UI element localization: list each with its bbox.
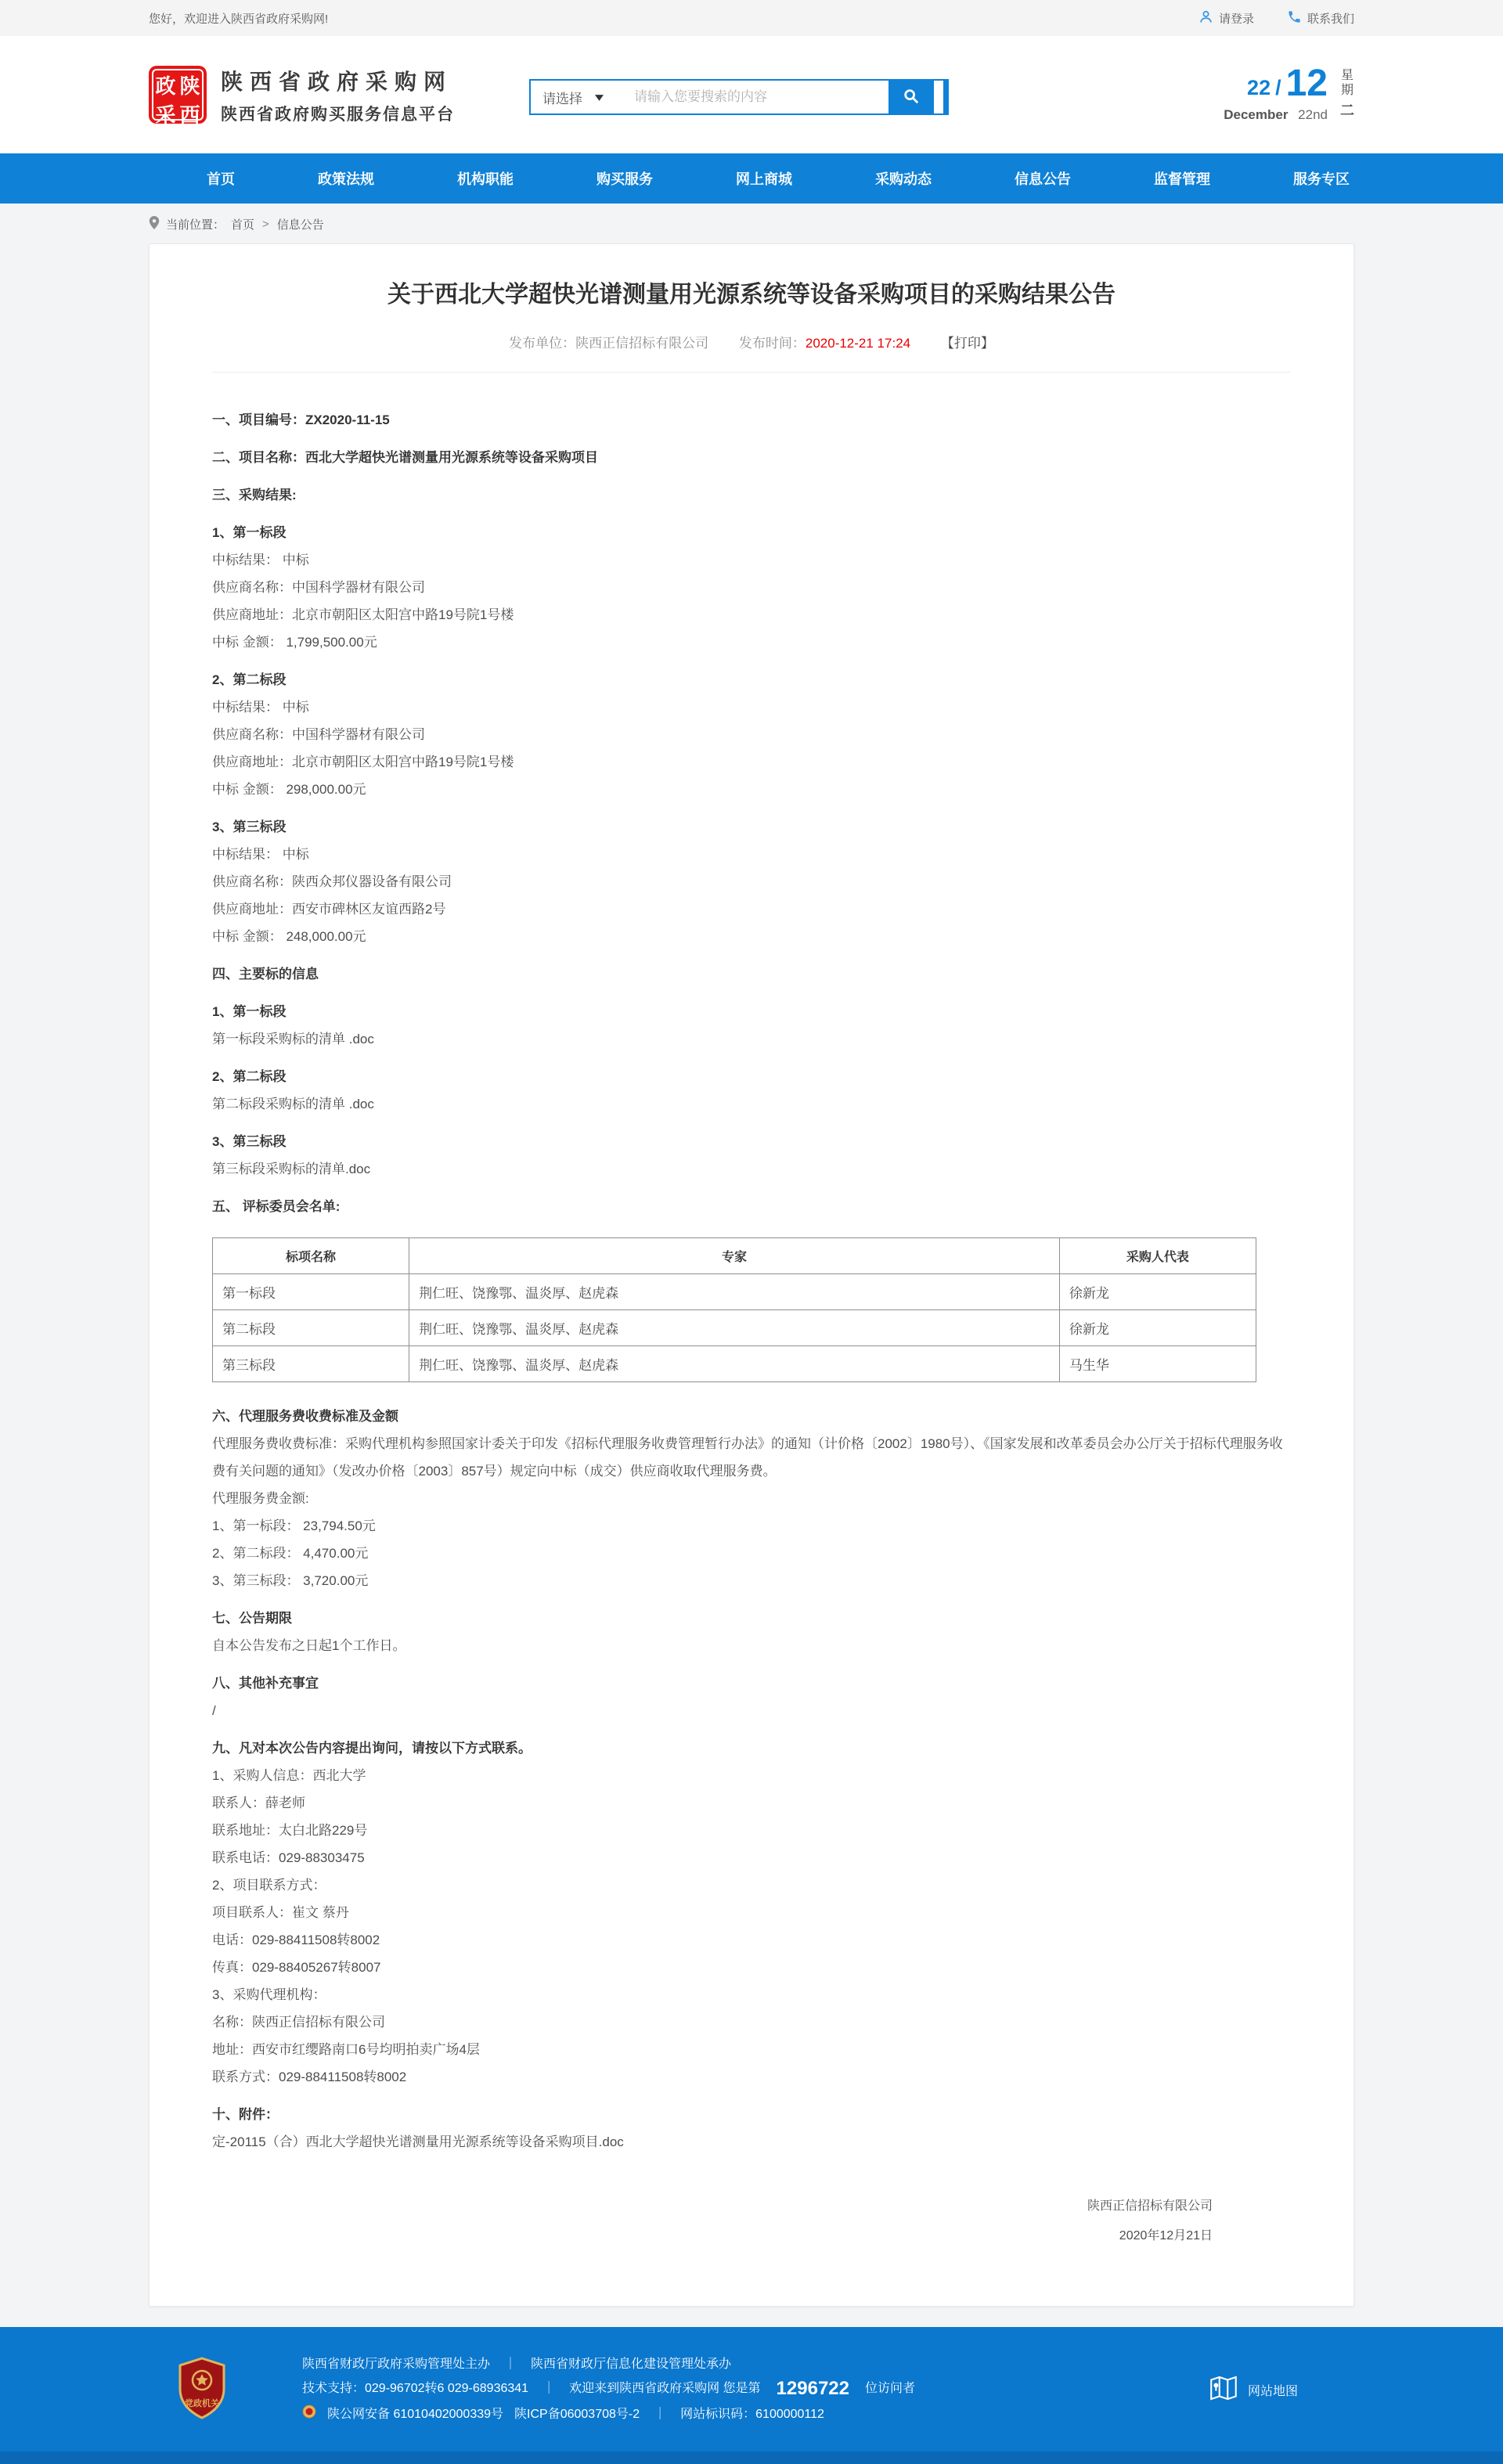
- article-meta: 发布单位：陕西正信招标有限公司 发布时间：2020-12-21 17:24 【打印】: [212, 332, 1291, 373]
- sitemap-link[interactable]: 网站地图: [1207, 2372, 1298, 2408]
- evaluation-committee-table: [212, 1237, 1256, 1382]
- article-paragraph: 中标结果： 中标: [212, 553, 309, 567]
- table-row: [213, 1310, 1256, 1346]
- search-icon: [903, 88, 920, 107]
- article-paragraph: 联系电话：029-88303475: [212, 1850, 365, 1865]
- footer: [0, 2327, 1503, 2464]
- date-month-name: December: [1224, 107, 1289, 122]
- topbar: [0, 0, 1503, 36]
- article-paragraph: 中标结果： 中标: [212, 700, 309, 715]
- table-cell: 第一标段: [213, 1274, 409, 1310]
- article-paragraph: 自本公告发布之日起1个工作日。: [212, 1638, 406, 1653]
- article-heading: 十、附件：: [212, 2107, 279, 2122]
- table-row: [213, 1346, 1256, 1382]
- article-paragraph: 2、项目联系方式：: [212, 1878, 326, 1893]
- article-heading: 八、其他补充事宜: [212, 1676, 319, 1691]
- table-cell: 第三标段: [213, 1346, 409, 1382]
- article-paragraph: 联系方式：029-88411508转8002: [212, 2070, 407, 2084]
- table-header-cell: 采购人代表: [1059, 1238, 1256, 1274]
- contact-link[interactable]: 联系我们: [1287, 9, 1354, 27]
- site-header: [0, 36, 1503, 153]
- article-heading: 四、主要标的信息: [212, 967, 319, 982]
- attachment-link[interactable]: 第三标段采购标的清单.doc: [212, 1162, 371, 1176]
- article-paragraph: 传真：029-88405267转8007: [212, 1960, 381, 1975]
- article-paragraph: 中标 金额： 248,000.00元: [212, 929, 366, 944]
- phone-icon: [1287, 9, 1302, 27]
- article-paragraph: 中标 金额： 1,799,500.00元: [212, 635, 377, 650]
- logo-char: 西: [179, 103, 200, 127]
- attachment-link[interactable]: 第二标段采购标的清单 .doc: [212, 1097, 374, 1111]
- article-heading: 1、第一标段: [212, 1004, 287, 1019]
- login-link[interactable]: 请登录: [1198, 9, 1254, 27]
- search-input[interactable]: [623, 81, 888, 113]
- table-header-cell: 专家: [409, 1238, 1060, 1274]
- article-heading: 3、第三标段: [212, 820, 287, 834]
- table-cell: 荆仁旺、饶豫鄂、温炎厚、赵虎森: [409, 1346, 1060, 1382]
- search-button[interactable]: [888, 81, 934, 113]
- article-paragraph: 代理服务费金额:: [212, 1491, 309, 1506]
- footer-bottom-strip: [0, 2451, 1503, 2464]
- article-heading: 二、项目名称：西北大学超快光谱测量用光源系统等设备采购项目: [212, 450, 598, 465]
- signature-line: 陕西正信招标有限公司: [1087, 2199, 1213, 2213]
- article-heading: 六、代理服务费收费标准及金额: [212, 1409, 398, 1424]
- user-icon: [1198, 9, 1213, 27]
- welcome-text: 您好，欢迎进入陕西省政府采购网!: [149, 12, 329, 26]
- public-security-badge-icon: [302, 2405, 316, 2424]
- site-logo: [149, 66, 207, 127]
- footer-line-1: 陕西省财政厅政府采购管理处主办 ｜ 陕西省财政厅信息化建设管理处承办: [302, 2358, 732, 2371]
- article-body: [212, 373, 1291, 2251]
- article-paragraph: 供应商名称：陕西众邦仪器设备有限公司: [212, 874, 452, 889]
- site-title: 陕西省政府采购网: [221, 69, 453, 94]
- article-paragraph: /: [212, 1703, 216, 1718]
- article-paragraph: 供应商地址：北京市朝阳区太阳宫中路19号院1号楼: [212, 607, 514, 622]
- main-nav: [0, 153, 1503, 204]
- article-heading: 七、公告期限: [212, 1611, 292, 1626]
- date-widget: 22 / 12 December 22nd 星 期 二: [1224, 63, 1354, 122]
- article-paragraph: 地址：西安市红缨路南口6号均明拍卖广场4层: [212, 2042, 480, 2057]
- article-paragraph: 名称：陕西正信招标有限公司: [212, 2015, 385, 2030]
- article-heading: 九、凡对本次公告内容提出询问，请按以下方式联系。: [212, 1741, 532, 1756]
- nav-item-policy[interactable]: 政策法规: [318, 171, 374, 187]
- publish-time: 2020-12-21 17:24: [805, 336, 911, 351]
- logo-char: 政: [155, 74, 176, 98]
- svg-text:党政机关: 党政机关: [185, 2399, 219, 2408]
- nav-item-procurement-news[interactable]: 采购动态: [875, 171, 932, 187]
- article-paragraph: 中标结果： 中标: [212, 847, 309, 862]
- security-record[interactable]: 陕公网安备 61010402000339号: [327, 2407, 504, 2421]
- brand[interactable]: [149, 65, 455, 125]
- article-heading: 五、 评标委员会名单:: [212, 1199, 341, 1214]
- article-paragraph: 1、第一标段： 23,794.50元: [212, 1518, 376, 1533]
- site-subtitle: 陕西省政府购买服务信息平台: [221, 105, 455, 124]
- article-paragraph: 3、采购代理机构：: [212, 1987, 326, 2002]
- logo-char: 采: [155, 103, 176, 127]
- article-paragraph: 1、采购人信息：西北大学: [212, 1768, 366, 1783]
- breadcrumb-current: 信息公告: [276, 218, 324, 232]
- nav-item-functions[interactable]: 机构职能: [457, 171, 514, 187]
- breadcrumb: 当前位置： 首页 > 信息公告: [149, 216, 1354, 232]
- article-paragraph: 2、第二标段： 4,470.00元: [212, 1546, 369, 1561]
- print-button[interactable]: 【打印】: [940, 336, 994, 351]
- article-paragraph: 供应商地址：西安市碑林区友谊西路2号: [212, 902, 446, 917]
- table-cell: 第二标段: [213, 1310, 409, 1346]
- date-month: 12: [1285, 63, 1328, 104]
- article-paragraph: 电话：029-88411508转8002: [212, 1933, 380, 1947]
- nav-item-announcements[interactable]: 信息公告: [1015, 171, 1071, 187]
- table-cell: 马生华: [1059, 1346, 1256, 1382]
- article-paragraph: 联系人：薛老师: [212, 1796, 305, 1810]
- publisher: 陕西正信招标有限公司: [575, 336, 709, 351]
- footer-line-2: 技术支持：029-96702转6 029-68936341 ｜ 欢迎来到陕西省政府采购网 您是第 1296722 位访问者: [302, 2378, 915, 2399]
- date-ordinal: 22nd: [1298, 107, 1328, 122]
- article-paragraph: 中标 金额： 298,000.00元: [212, 782, 366, 797]
- nav-item-service-zone[interactable]: 服务专区: [1293, 171, 1350, 187]
- table-row: [213, 1274, 1256, 1310]
- article-paragraph: 代理服务费收费标准：采购代理机构参照国家计委关于印发《招标代理服务收费管理暂行办法》的通知（计价格〔2002〕1980号）、《国家发展和改革委员会办公厅关于招标代理服务收费有关问题的通知》（发改办价格〔2003〕857号）规定向中标（成交）供应商收取代理服务费。: [212, 1436, 1283, 1479]
- article-paragraph: 供应商地址：北京市朝阳区太阳宫中路19号院1号楼: [212, 755, 514, 769]
- article-heading: 三、采购结果:: [212, 488, 297, 503]
- nav-item-online-mall[interactable]: 网上商城: [736, 171, 792, 187]
- table-cell: 徐新龙: [1059, 1310, 1256, 1346]
- chevron-down-icon: [595, 89, 604, 105]
- nav-item-home[interactable]: 首页: [207, 171, 235, 187]
- attachment-link[interactable]: 定-20115（合）西北大学超快光谱测量用光源系统等设备采购项目.doc: [212, 2134, 624, 2149]
- table-cell: 徐新龙: [1059, 1274, 1256, 1310]
- logo-char: 陕: [179, 74, 200, 98]
- table-cell: 荆仁旺、饶豫鄂、温炎厚、赵虎森: [409, 1310, 1060, 1346]
- visitor-count: 1296722: [776, 2378, 849, 2399]
- article-heading: 3、第三标段: [212, 1134, 287, 1149]
- table-header-cell: 标项名称: [213, 1238, 409, 1274]
- sitemap-icon: [1207, 2372, 1240, 2408]
- nav-item-purchase-service[interactable]: 购买服务: [597, 171, 653, 187]
- nav-item-supervision[interactable]: 监督管理: [1154, 171, 1210, 187]
- article-paragraph: 联系地址：太白北路229号: [212, 1823, 368, 1838]
- article-paragraph: 项目联系人：崔文 蔡丹: [212, 1905, 349, 1920]
- article-heading: 1、第一标段: [212, 525, 287, 540]
- article-paragraph: 3、第三标段： 3,720.00元: [212, 1573, 369, 1588]
- table-cell: 荆仁旺、饶豫鄂、温炎厚、赵虎森: [409, 1274, 1060, 1310]
- article-paragraph: 供应商名称：中国科学器材有限公司: [212, 727, 425, 742]
- search-box: [529, 79, 949, 115]
- location-pin-icon: [149, 216, 160, 232]
- article-card: [149, 243, 1354, 2307]
- icp-record[interactable]: 陕ICP备06003708号-2: [514, 2407, 640, 2421]
- breadcrumb-bar: [0, 204, 1503, 243]
- attachment-link[interactable]: 第一标段采购标的清单 .doc: [212, 1032, 374, 1046]
- article-heading: 2、第二标段: [212, 672, 287, 687]
- signature-line: 2020年12月21日: [1119, 2229, 1213, 2242]
- search-category-select[interactable]: 请选择: [531, 88, 623, 107]
- article-paragraph: 供应商名称：中国科学器材有限公司: [212, 580, 425, 595]
- article-title: 关于西北大学超快光谱测量用光源系统等设备采购项目的采购结果公告: [387, 282, 1116, 308]
- footer-line-3: 陕公网安备 61010402000339号 陕ICP备06003708号-2 ｜ 网站标识码：6100000112: [302, 2405, 915, 2424]
- breadcrumb-home[interactable]: 首页: [231, 218, 255, 232]
- government-emblem-badge: [176, 2357, 228, 2423]
- article-heading: 一、项目编号：ZX2020-11-15: [212, 412, 390, 427]
- weekday-label: 星 期 二: [1340, 69, 1354, 118]
- date-day: 22: [1247, 76, 1271, 99]
- article-heading: 2、第二标段: [212, 1069, 287, 1084]
